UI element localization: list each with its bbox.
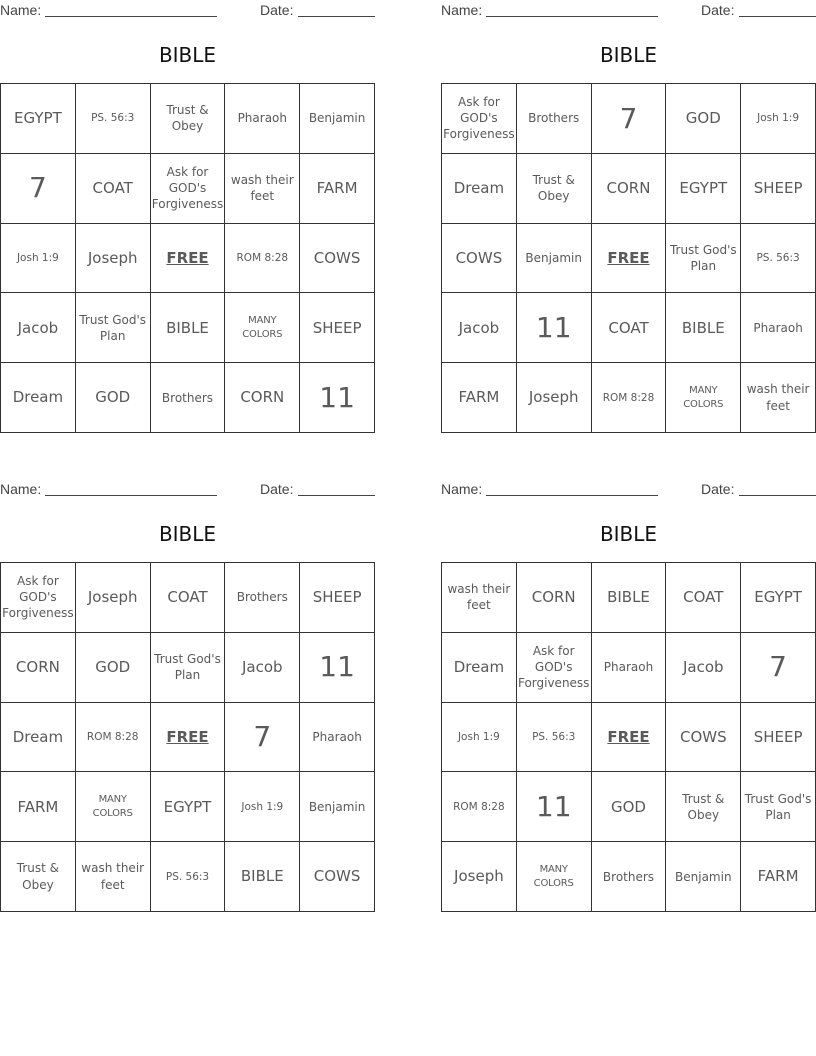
bingo-cell[interactable]: PS. 56:3	[741, 224, 816, 294]
bingo-cell[interactable]: Brothers	[225, 563, 300, 633]
bingo-cell[interactable]: Pharaoh	[592, 633, 667, 703]
date-label: Date:	[260, 2, 294, 18]
bingo-cell[interactable]: CORN	[225, 363, 300, 433]
bingo-cell[interactable]: Josh 1:9	[741, 84, 816, 154]
bingo-cell[interactable]: Jacob	[1, 293, 76, 363]
bingo-cell[interactable]: 11	[517, 293, 592, 363]
bingo-cell[interactable]: 7	[1, 154, 76, 224]
name-label: Name:	[441, 481, 483, 497]
bingo-cell[interactable]: FARM	[442, 363, 517, 433]
bingo-cell[interactable]: CORN	[1, 633, 76, 703]
bingo-grid	[0, 562, 375, 912]
bingo-cell[interactable]: ROM 8:28	[592, 363, 667, 433]
bingo-cell[interactable]: GOD	[76, 363, 151, 433]
bingo-cell[interactable]: COAT	[76, 154, 151, 224]
bingo-cell[interactable]: Trust God's Plan	[151, 633, 226, 703]
bingo-cell[interactable]: 11	[300, 363, 375, 433]
bingo-cell[interactable]: Dream	[1, 363, 76, 433]
bingo-cell[interactable]: FARM	[1, 772, 76, 842]
bingo-cell[interactable]: FARM	[741, 842, 816, 912]
date-field[interactable]	[298, 16, 375, 17]
date-label: Date:	[260, 481, 294, 497]
bingo-cell[interactable]: Benjamin	[300, 84, 375, 154]
bingo-cell[interactable]: SHEEP	[741, 703, 816, 773]
card-title: BIBLE	[599, 43, 658, 67]
bingo-cell[interactable]: CORN	[517, 563, 592, 633]
bingo-cell[interactable]: Benjamin	[300, 772, 375, 842]
date-label: Date:	[701, 481, 735, 497]
bingo-cell[interactable]: FARM	[300, 154, 375, 224]
bingo-cell[interactable]: Brothers	[151, 363, 226, 433]
bingo-cell[interactable]: 11	[300, 633, 375, 703]
bingo-cell[interactable]: Ask for GOD's Forgiveness	[151, 154, 226, 224]
bingo-cell[interactable]: Joseph	[517, 363, 592, 433]
bingo-cell[interactable]: Jacob	[666, 633, 741, 703]
bingo-cell[interactable]: wash their feet	[442, 563, 517, 633]
bingo-cell[interactable]: Ask for GOD's Forgiveness	[1, 563, 76, 633]
bingo-cell[interactable]: ROM 8:28	[442, 772, 517, 842]
bingo-cell[interactable]: Joseph	[76, 224, 151, 294]
bingo-cell[interactable]: Benjamin	[517, 224, 592, 294]
bingo-cell[interactable]: COWS	[300, 224, 375, 294]
bingo-cell[interactable]: SHEEP	[300, 563, 375, 633]
bingo-cell[interactable]: Josh 1:9	[442, 703, 517, 773]
bingo-cell[interactable]: GOD	[666, 84, 741, 154]
bingo-cell[interactable]: COAT	[666, 563, 741, 633]
bingo-cell[interactable]: Brothers	[517, 84, 592, 154]
name-field[interactable]	[486, 495, 658, 496]
date-field[interactable]	[739, 495, 816, 496]
free-space-cell[interactable]: FREE	[592, 224, 667, 294]
free-space-cell[interactable]: FREE	[151, 224, 226, 294]
bingo-cell[interactable]: ROM 8:28	[225, 224, 300, 294]
bingo-cell[interactable]: Dream	[442, 633, 517, 703]
bingo-cell[interactable]: ROM 8:28	[76, 703, 151, 773]
bingo-cell[interactable]: MANY COLORS	[76, 772, 151, 842]
card-title: BIBLE	[158, 43, 217, 67]
bingo-cell[interactable]: BIBLE	[151, 293, 226, 363]
bingo-cell[interactable]: Joseph	[76, 563, 151, 633]
bingo-cell[interactable]: Ask for GOD's Forgiveness	[517, 633, 592, 703]
bingo-cell[interactable]: Brothers	[592, 842, 667, 912]
bingo-cell[interactable]: PS. 56:3	[151, 842, 226, 912]
name-field[interactable]	[486, 16, 658, 17]
bingo-cell[interactable]: SHEEP	[741, 154, 816, 224]
card-header	[0, 479, 375, 501]
bingo-cell[interactable]: EGYPT	[1, 84, 76, 154]
bingo-cell[interactable]: MANY COLORS	[517, 842, 592, 912]
name-label: Name:	[0, 481, 42, 497]
bingo-cell[interactable]: 7	[741, 633, 816, 703]
bingo-cell[interactable]: 7	[592, 84, 667, 154]
bingo-cell[interactable]: Trust & Obey	[517, 154, 592, 224]
bingo-cell[interactable]: GOD	[76, 633, 151, 703]
card-header	[441, 479, 816, 501]
bingo-cell[interactable]: Trust & Obey	[151, 84, 226, 154]
bingo-cell[interactable]: GOD	[592, 772, 667, 842]
bingo-cell[interactable]: Trust God's Plan	[666, 224, 741, 294]
name-field[interactable]	[45, 495, 217, 496]
bingo-grid	[441, 83, 816, 433]
bingo-cell[interactable]: wash their feet	[225, 154, 300, 224]
bingo-cell[interactable]: Dream	[1, 703, 76, 773]
bingo-cell[interactable]: SHEEP	[300, 293, 375, 363]
bingo-cell[interactable]: Benjamin	[666, 842, 741, 912]
date-field[interactable]	[298, 495, 375, 496]
bingo-cell[interactable]: Trust God's Plan	[76, 293, 151, 363]
bingo-cell[interactable]: PS. 56:3	[76, 84, 151, 154]
bingo-cell[interactable]: Pharaoh	[300, 703, 375, 773]
bingo-cell[interactable]: Trust God's Plan	[741, 772, 816, 842]
bingo-cell[interactable]: 7	[225, 703, 300, 773]
free-space-cell[interactable]: FREE	[592, 703, 667, 773]
bingo-cell[interactable]: COWS	[666, 703, 741, 773]
bingo-cell[interactable]: 11	[517, 772, 592, 842]
bingo-cell[interactable]: EGYPT	[666, 154, 741, 224]
bingo-grid	[0, 83, 375, 433]
bingo-cell[interactable]: Jacob	[225, 633, 300, 703]
card-header	[0, 0, 375, 22]
bingo-cell[interactable]: EGYPT	[741, 563, 816, 633]
bingo-cell[interactable]: Trust & Obey	[666, 772, 741, 842]
bingo-cell[interactable]: Josh 1:9	[1, 224, 76, 294]
bingo-cell[interactable]: PS. 56:3	[517, 703, 592, 773]
bingo-cell[interactable]: Trust & Obey	[1, 842, 76, 912]
card-header	[441, 0, 816, 22]
name-field[interactable]	[45, 16, 217, 17]
bingo-cell[interactable]: Pharaoh	[225, 84, 300, 154]
bingo-cell[interactable]: BIBLE	[225, 842, 300, 912]
bingo-cell[interactable]: COAT	[151, 563, 226, 633]
bingo-cell[interactable]: CORN	[592, 154, 667, 224]
bingo-cell[interactable]: BIBLE	[666, 293, 741, 363]
bingo-grid	[441, 562, 816, 912]
bingo-cell[interactable]: COAT	[592, 293, 667, 363]
bingo-cell[interactable]: Joseph	[442, 842, 517, 912]
bingo-cell[interactable]: Dream	[442, 154, 517, 224]
bingo-cell[interactable]: BIBLE	[592, 563, 667, 633]
free-space-cell[interactable]: FREE	[151, 703, 226, 773]
bingo-cell[interactable]: wash their feet	[76, 842, 151, 912]
bingo-cell[interactable]: Pharaoh	[741, 293, 816, 363]
bingo-cell[interactable]: wash their feet	[741, 363, 816, 433]
date-field[interactable]	[739, 16, 816, 17]
bingo-cell[interactable]: MANY COLORS	[225, 293, 300, 363]
date-label: Date:	[701, 2, 735, 18]
bingo-cell[interactable]: EGYPT	[151, 772, 226, 842]
bingo-cell[interactable]: COWS	[442, 224, 517, 294]
bingo-cell[interactable]: Josh 1:9	[225, 772, 300, 842]
card-title: BIBLE	[158, 522, 217, 546]
bingo-cell[interactable]: Ask for GOD's Forgiveness	[442, 84, 517, 154]
card-title: BIBLE	[599, 522, 658, 546]
bingo-cell[interactable]: COWS	[300, 842, 375, 912]
name-label: Name:	[0, 2, 42, 18]
bingo-cell[interactable]: MANY COLORS	[666, 363, 741, 433]
bingo-cell[interactable]: Jacob	[442, 293, 517, 363]
name-label: Name:	[441, 2, 483, 18]
